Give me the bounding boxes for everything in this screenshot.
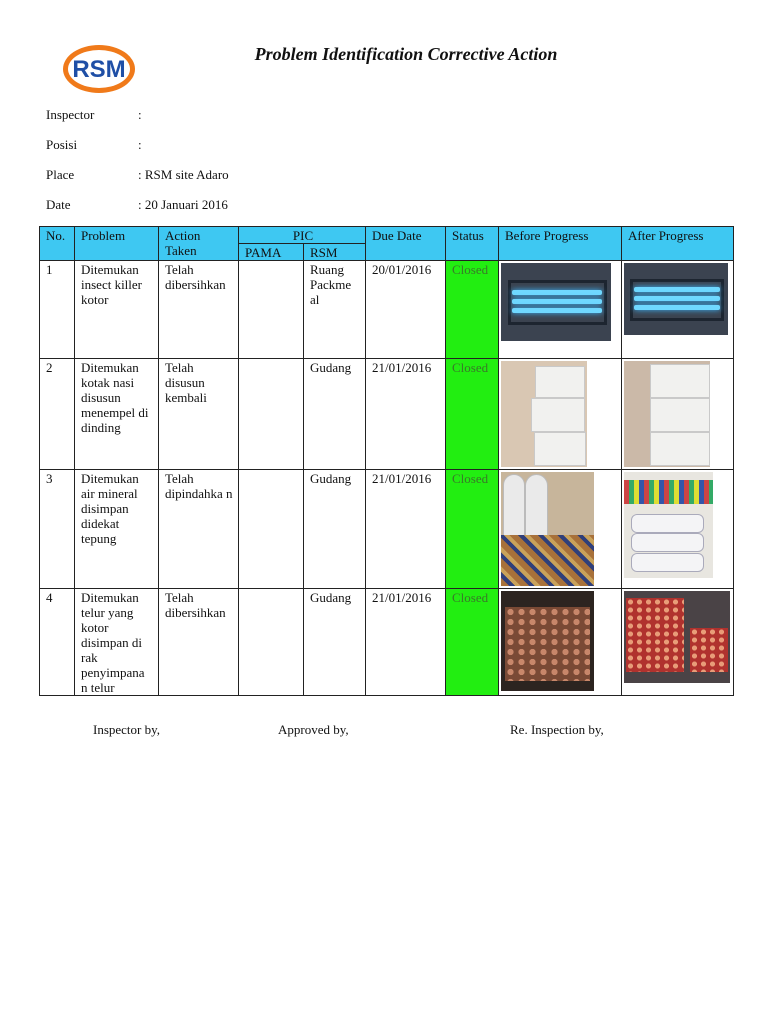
info-label: Posisi — [46, 137, 78, 152]
cell-due-date: 20/01/2016 — [366, 261, 446, 359]
cell-status: Closed — [446, 470, 499, 589]
cell-due-date: 21/01/2016 — [366, 470, 446, 589]
cell-rsm: Gudang — [304, 589, 366, 696]
cell-action: Telah dibersihkan — [159, 589, 239, 696]
before-photo — [501, 472, 594, 586]
after-photo — [624, 591, 730, 683]
cell-no: 2 — [40, 359, 75, 470]
header-pic: PIC — [239, 227, 366, 244]
before-photo — [501, 263, 611, 341]
cell-no: 3 — [40, 470, 75, 589]
cell-problem: Ditemukan air mineral disimpan didekat tepung — [75, 470, 159, 589]
cell-rsm: Ruang Packme al — [304, 261, 366, 359]
info-posisi — [46, 137, 142, 153]
cell-pama — [239, 359, 304, 470]
cell-pama — [239, 589, 304, 696]
table-row — [40, 359, 734, 470]
header-problem: Problem — [75, 227, 159, 261]
cell-no: 4 — [40, 589, 75, 696]
cell-action: Telah dibersihkan — [159, 261, 239, 359]
cell-status: Closed — [446, 359, 499, 470]
signature-inspector: Inspector by, — [93, 722, 161, 737]
cell-before — [499, 359, 622, 470]
after-photo — [624, 263, 728, 335]
cell-before — [499, 589, 622, 696]
cell-status: Closed — [446, 261, 499, 359]
cell-before — [499, 470, 622, 589]
info-date — [46, 197, 228, 213]
signature-approved: Approved by, — [278, 722, 349, 737]
after-photo — [624, 361, 710, 467]
cell-pama — [239, 470, 304, 589]
before-photo — [501, 591, 594, 691]
cell-rsm: Gudang — [304, 359, 366, 470]
before-photo — [501, 361, 587, 467]
logo-text: RSM — [72, 56, 126, 83]
cell-no: 1 — [40, 261, 75, 359]
cell-after — [622, 470, 734, 589]
table-header-row — [40, 227, 734, 244]
info-value: : — [138, 107, 142, 122]
cell-due-date: 21/01/2016 — [366, 589, 446, 696]
info-label: Inspector — [46, 107, 95, 122]
cell-pama — [239, 261, 304, 359]
cell-status: Closed — [446, 589, 499, 696]
info-value: : RSM site Adaro — [138, 167, 229, 182]
page-title: Problem Identification Corrective Action — [254, 44, 558, 64]
header-action: Action Taken — [159, 227, 239, 261]
header-after: After Progress — [622, 227, 734, 261]
header-before: Before Progress — [499, 227, 622, 261]
info-label: Place — [46, 167, 75, 182]
table-row — [40, 589, 734, 696]
header-pama: PAMA — [239, 244, 304, 261]
info-label: Date — [46, 197, 71, 212]
cell-after — [622, 261, 734, 359]
cell-problem: Ditemukan telur yang kotor disimpan di rak penyimpana n telur — [75, 589, 159, 696]
header-no: No. — [40, 227, 75, 261]
cell-action: Telah disusun kembali — [159, 359, 239, 470]
header-rsm: RSM — [304, 244, 366, 261]
after-photo — [624, 472, 713, 578]
signature-reinspection: Re. Inspection by, — [510, 722, 604, 737]
info-place — [46, 167, 229, 183]
cell-due-date: 21/01/2016 — [366, 359, 446, 470]
info-value: : 20 Januari 2016 — [138, 197, 228, 212]
cell-before — [499, 261, 622, 359]
header-status: Status — [446, 227, 499, 261]
header-due-date: Due Date — [366, 227, 446, 261]
cell-problem: Ditemukan insect killer kotor — [75, 261, 159, 359]
cell-rsm: Gudang — [304, 470, 366, 589]
table-row — [40, 470, 734, 589]
cell-problem: Ditemukan kotak nasi disusun menempel di dinding — [75, 359, 159, 470]
cell-after — [622, 589, 734, 696]
cell-action: Telah dipindahka n — [159, 470, 239, 589]
corrective-action-table — [39, 226, 734, 696]
info-inspector — [46, 107, 142, 123]
info-value: : — [138, 137, 142, 152]
cell-after — [622, 359, 734, 470]
table-row — [40, 261, 734, 359]
